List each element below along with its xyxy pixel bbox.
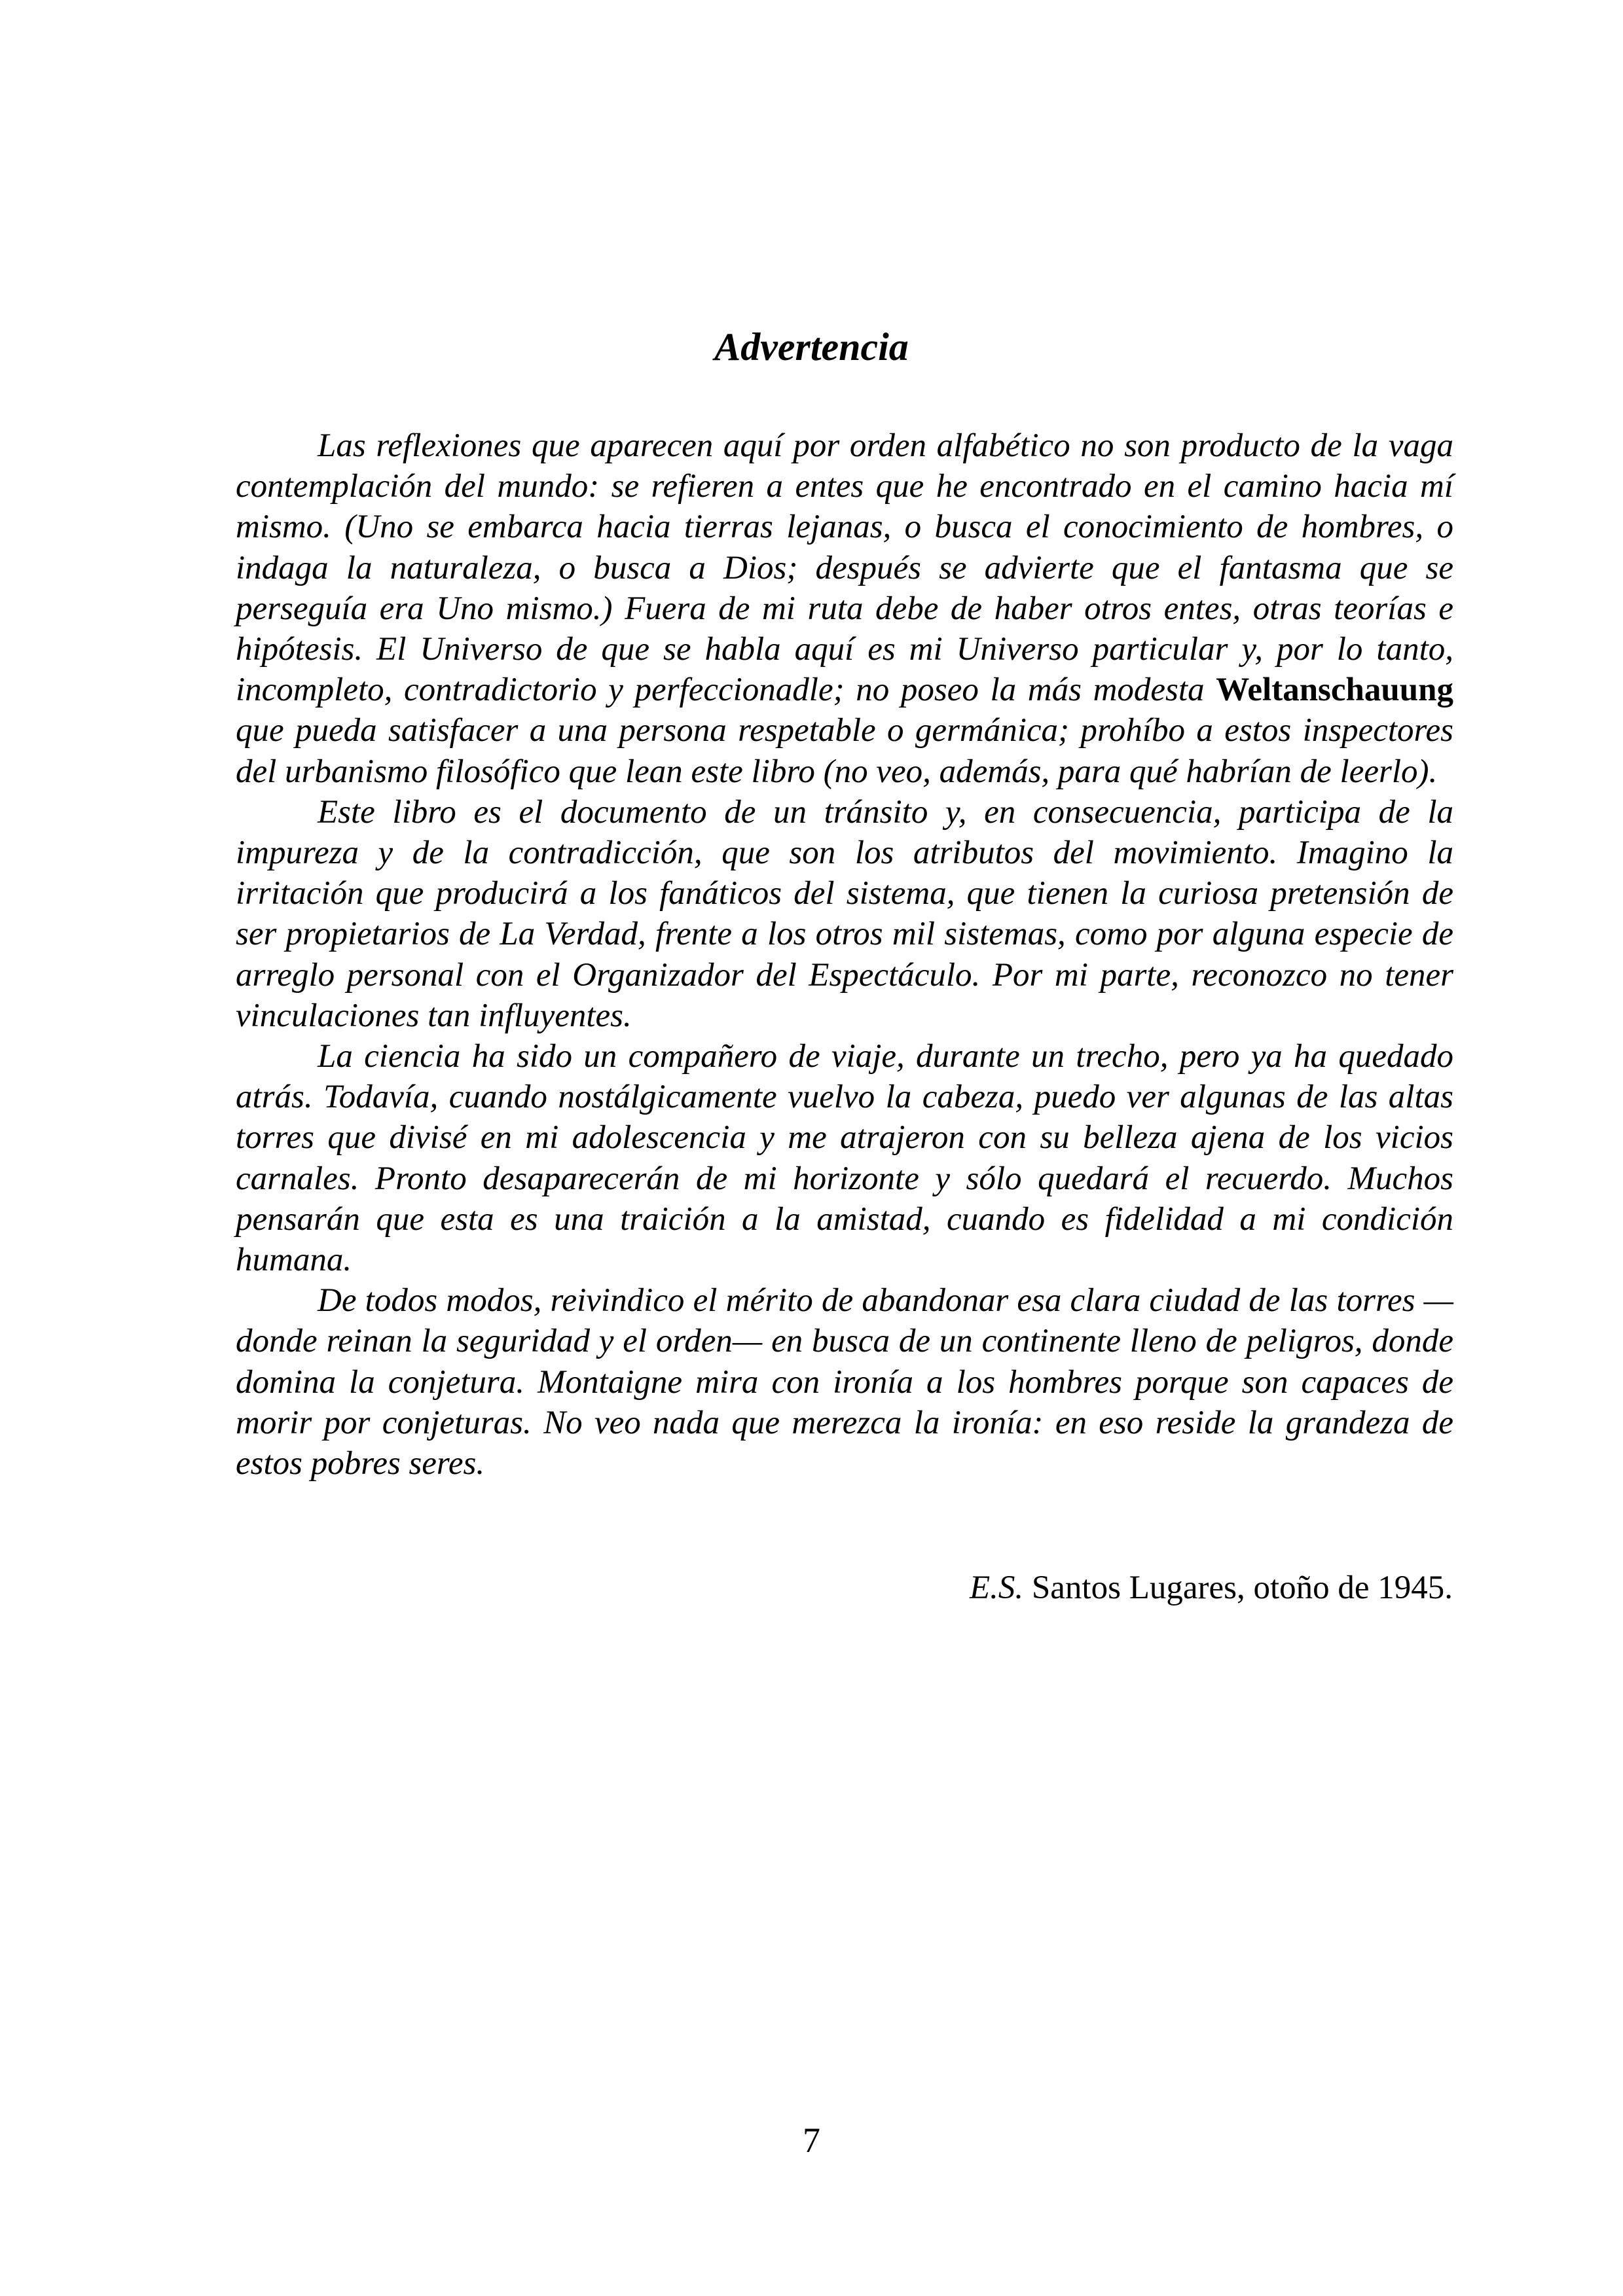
paragraph: La ciencia ha sido un compañero de viaje, durante un trecho, pero ya ha quedado atrás. Todavía, cuando nostálgicamente vuelvo la cabeza, puedo ver algunas de las altas torres que divisé en mi adolescencia y me atrajeron con su belleza ajena de los vicios carnales. Pronto desaparecerán de mi horizonte y sólo quedará el recuerdo. Muchos pensarán que esta es una traición a la amistad, cuando es fidelidad a mi condición humana.	[236, 1038, 1453, 1279]
paragraph: De todos modos, reivindico el mérito de abandonar esa clara ciudad de las torres —donde reinan la seguridad y el orden— en busca de un continente lleno de peligros, donde domina la conjetura. Montaigne mira con ironía a los hombres porque son capaces de morir por conjeturas. No veo nada que merezca la ironía: en eso reside la grandeza de estos pobres seres.	[236, 1282, 1453, 1482]
emphasized-term: Weltanschauung	[1216, 672, 1453, 709]
signature	[970, 1568, 1453, 1608]
paragraph: Este libro es el documento de un tránsito y, en consecuencia, participa de la impureza y de la contradicción, que son los atributos del movimiento. Imagino la irritación que producirá a los fanáticos del sistema, que tienen la curiosa pretensión de ser propietarios de La Verdad, frente a los otros mil sistemas, como por alguna especie de arreglo personal con el Organizador del Espectáculo. Por mi parte, reconozco no tener vinculaciones tan influyentes.	[236, 793, 1453, 1034]
paragraph-text: Las reflexiones que aparecen aquí por orden alfabético no son producto de la vaga contemplación del mundo: se refieren a entes que he encontrado en el camino hacia mí mismo. (Uno se embarca hacia tierras lejanas, o busca el conocimiento de hombres, o indaga la naturaleza, o busca a Dios; después se advierte que el fantasma que se perseguía era Uno mismo.) Fuera de mi ruta debe de haber otros entes, otras teorías e hipótesis. El Universo de que se habla aquí es mi Universo particular y, por lo tanto, incompleto, contradictorio y perfeccionadle; no poseo la más modesta	[236, 427, 1453, 709]
page-number: 7	[803, 2121, 820, 2160]
place-date: Santos Lugares, otoño de 1945.	[1031, 1570, 1453, 1606]
paragraph	[236, 425, 1453, 792]
author-initials: E.S.	[970, 1570, 1024, 1606]
page-title: Advertencia	[714, 325, 909, 368]
paragraph-text: que pueda satisfacer a una persona respetable o germánica; prohíbo a estos inspectores del urbanismo filosófico que lean este libro (no veo, además, para qué habrían de leerlo).	[236, 712, 1453, 790]
body-text	[236, 425, 1453, 1484]
